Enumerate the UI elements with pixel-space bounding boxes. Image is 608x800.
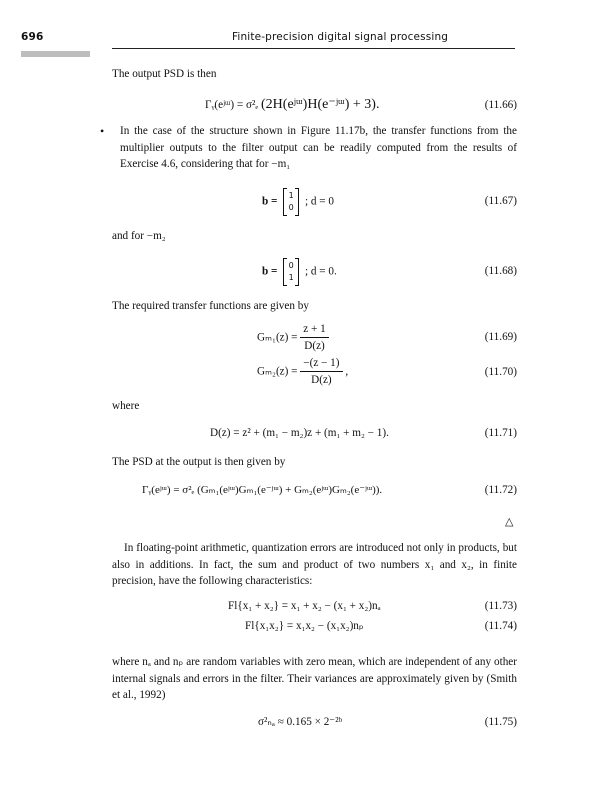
- eq-11-66-lhs: Γᵧ(eʲᵚ) = σ²ₑ: [205, 99, 259, 111]
- eq-11-68-vector: [282, 258, 300, 286]
- right-bracket-icon: [295, 258, 299, 286]
- eq-11-68-lhs: b =: [262, 265, 278, 278]
- required-text: The required transfer functions are given by: [112, 300, 309, 312]
- equation-11-74: Fl{x₁x₂} = x₁x₂ − (x₁x₂)nₚ: [245, 620, 364, 632]
- equation-11-67: [262, 188, 334, 216]
- equation-11-71: D(z) = z² + (m₁ − m₂)z + (m₁ + m₂ − 1).: [210, 427, 389, 439]
- fraction-numerator: −(z − 1): [300, 356, 342, 372]
- running-header-title: Finite-precision digital signal processing: [232, 31, 449, 43]
- equation-number-11-74: (11.74): [484, 620, 517, 632]
- noise-variables-paragraph: where nₐ and nₚ are random variables with zero mean, which are independent of any other internal signals and errors in the filter. Their variances are approximately given by (Smith et al., 1992): [112, 656, 517, 701]
- eq-11-70-tail: ,: [345, 365, 349, 378]
- page-number: 696: [21, 31, 44, 43]
- eq-11-66-rhs: (2H(eʲᵚ)H(e⁻ʲᵚ) + 3).: [261, 97, 380, 112]
- fraction-denominator: D(z): [304, 340, 325, 352]
- equation-11-73: Fl{x₁ + x₂} = x₁ + x₂ − (x₁ + x₂)nₐ: [228, 600, 381, 612]
- floating-point-paragraph: In floating-point arithmetic, quantization errors are introduced not only in products, but also in additions. In fact, the sum and product of two numbers x₁ and x₂, in finite precision, have the following characteristics:: [112, 542, 517, 587]
- vector-entry: 0: [288, 203, 294, 212]
- right-bracket-icon: [295, 188, 299, 216]
- eq-11-67-lhs: b =: [262, 195, 278, 208]
- equation-number-11-70: (11.70): [484, 366, 517, 378]
- equation-number-11-73: (11.73): [484, 600, 517, 612]
- equation-11-72: Γᵧ(eʲᵚ) = σ²ₑ (Gₘ₁(eʲᵚ)Gₘ₁(e⁻ʲᵚ) + Gₘ₂(eʲᵚ)Gₘ₂(e⁻ʲᵚ)).: [142, 484, 383, 496]
- end-of-example-icon: △: [505, 516, 514, 528]
- where-text: where: [112, 400, 140, 412]
- eq-11-67-rhs: ; d = 0: [305, 195, 334, 208]
- equation-11-69: [257, 322, 329, 353]
- and-for-text: and for −m₂: [112, 230, 166, 242]
- equation-number-11-68: (11.68): [484, 265, 517, 277]
- header-rule: [112, 48, 515, 49]
- vector-entry: 0: [288, 261, 294, 270]
- equation-11-68: [262, 258, 337, 286]
- eq-11-69-lhs: Gₘ₁(z) =: [257, 331, 298, 344]
- bullet-paragraph: In the case of the structure shown in Figure 11.17b, the transfer functions from the multiplier outputs to the filter output can be readily computed from the results of Exercise 4.6, considering that for −m₁: [120, 125, 517, 170]
- equation-11-75: σ²ₙₐ ≈ 0.165 × 2⁻²ᵇ: [258, 716, 343, 728]
- equation-number-11-69: (11.69): [484, 331, 517, 343]
- equation-11-66: [205, 97, 379, 113]
- equation-number-11-71: (11.71): [484, 427, 517, 439]
- eq-11-67-vector: [282, 188, 300, 216]
- equation-11-70: [257, 356, 348, 387]
- eq-11-70-lhs: Gₘ₂(z) =: [257, 365, 298, 378]
- bullet-icon: •: [100, 124, 105, 138]
- header-marker-bar: [21, 51, 90, 57]
- vector-entry: 1: [288, 191, 294, 200]
- equation-number-11-66: (11.66): [484, 99, 517, 111]
- fraction-denominator: D(z): [311, 374, 332, 386]
- intro-text: The output PSD is then: [112, 68, 217, 80]
- equation-number-11-75: (11.75): [484, 716, 517, 728]
- fraction-numerator: z + 1: [300, 322, 328, 338]
- eq-11-68-rhs: ; d = 0.: [305, 265, 337, 278]
- psd-output-text: The PSD at the output is then given by: [112, 456, 286, 468]
- equation-number-11-67: (11.67): [484, 195, 517, 207]
- eq-11-69-fraction: [300, 322, 328, 353]
- eq-11-70-fraction: [300, 356, 342, 387]
- equation-number-11-72: (11.72): [484, 484, 517, 496]
- vector-entry: 1: [288, 273, 294, 282]
